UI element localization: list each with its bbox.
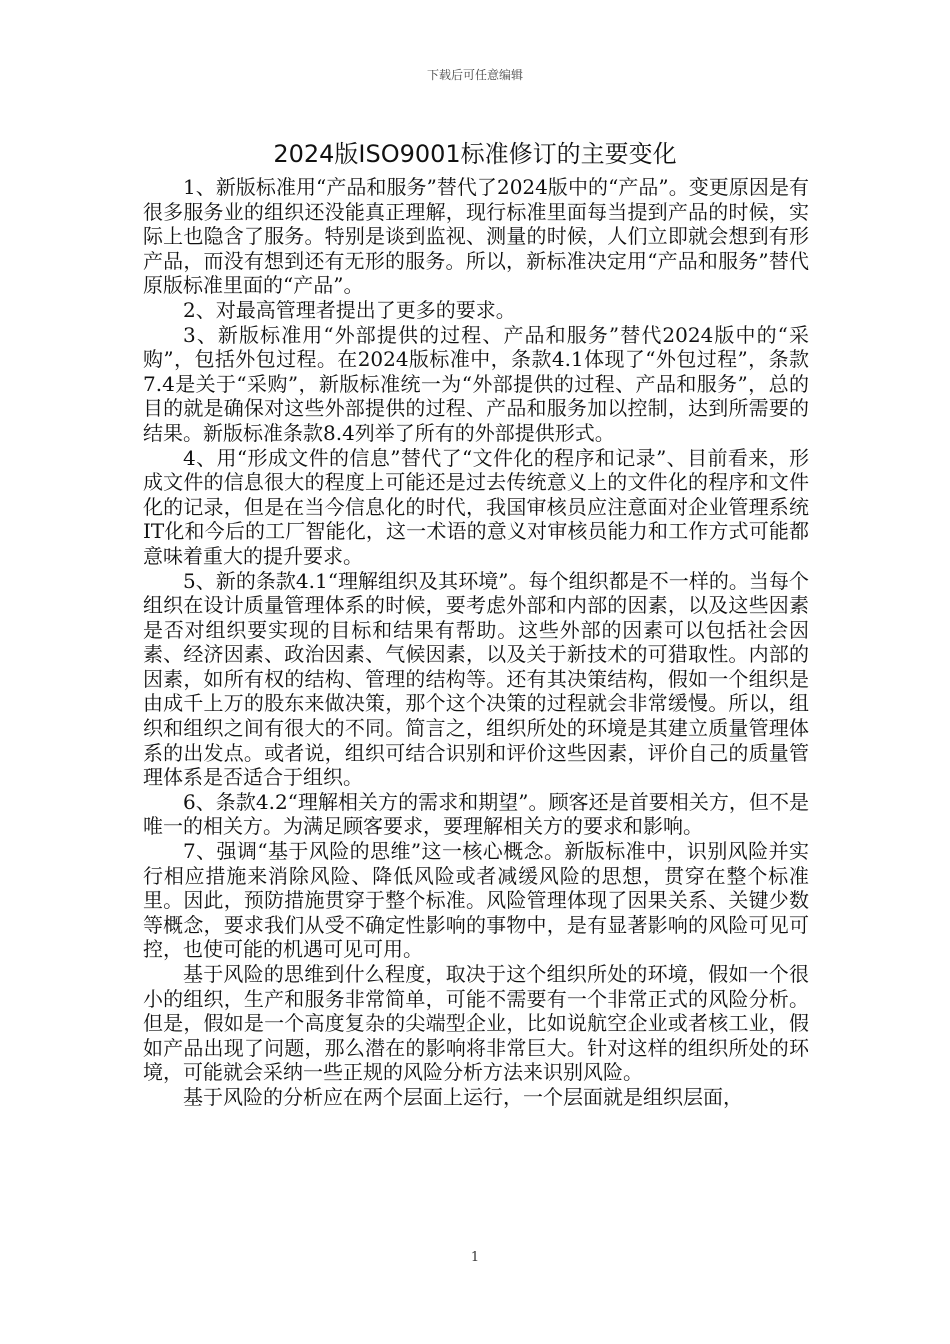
paragraph-8: 基于风险的思维到什么程度，取决于这个组织所处的环境，假如一个很小的组织，生产和服务非常简单，可能不需要有一个非常正式的风险分析。但是，假如是一个高度复杂的尖端型企业，比如说航空企业或者核工业，假如产品出现了问题，那么潜在的影响将非常巨大。针对这样的组织所处的环境，可能就会采纳一些正规的风险分析方法来识别风险。 (143, 962, 809, 1085)
document-title: 2024版ISO9001标准修订的主要变化 (273, 140, 677, 168)
paragraph-7: 7、强调“基于风险的思维”这一核心概念。新版标准中，识别风险并实行相应措施来消除风险、降低风险或者减缓风险的思想，贯穿在整个标准里。因此，预防措施贯穿于整个标准。风险管理体现了因果关系、关键少数等概念，要求我们从受不确定性影响的事物中，是有显著影响的风险可见可控，也使可能的机遇可见可用。 (143, 839, 809, 962)
paragraph-4: 4、用“形成文件的信息”替代了“文件化的程序和记录”、目前看来，形成文件的信息很大的程度上可能还是过去传统意义上的文件化的程序和文件化的记录，但是在当今信息化的时代，我国审核员应注意面对企业管理系统IT化和今后的工厂智能化，这一术语的意义对审核员能力和工作方式可能都意味着重大的提升要求。 (143, 445, 809, 568)
paragraph-2: 2、对最高管理者提出了更多的要求。 (183, 297, 516, 322)
page-header-note: 下载后可任意编辑 (426, 68, 523, 82)
paragraph-3: 3、新版标准用“外部提供的过程、产品和服务”替代2024版中的“采购”，包括外包过程。在2024版标准中，条款4.1体现了“外包过程”，条款7.4是关于“采购”，新版标准统一为“外部提供的过程、产品和服务”，总的目的就是确保对这些外部提供的过程、产品和服务加以控制，达到所需要的结果。新版标准条款8.4列举了所有的外部提供形式。 (143, 322, 809, 445)
paragraph-6: 6、条款4.2“理解相关方的需求和期望”。顾客还是首要相关方，但不是唯一的相关方。为满足顾客要求，要理解相关方的要求和影响。 (143, 789, 809, 839)
paragraph-1: 1、新版标准用“产品和服务”替代了2024版中的“产品”。变更原因是有很多服务业的组织还没能真正理解，现行标准里面每当提到产品的时候，实际上也隐含了服务。特别是谈到监视、测量的时候，人们立即就会想到有形产品，而没有想到还有无形的服务。所以，新标准决定用“产品和服务”替代原版标准里面的“产品”。 (143, 175, 809, 298)
paragraph-9: 基于风险的分析应在两个层面上运行，一个层面就是组织层面， (183, 1084, 743, 1109)
document-body (143, 175, 809, 1110)
page-number: 1 (470, 1250, 480, 1265)
paragraph-5: 5、新的条款4.1“理解组织及其环境”。每个组织都是不一样的。当每个组织在设计质量管理体系的时候，要考虑外部和内部的因素，以及这些因素是否对组织要实现的目标和结果有帮助。这些外部的因素可以包括社会因素、经济因素、政治因素、气候因素，以及关于新技术的可猎取性。内部的因素，如所有权的结构、管理的结构等。还有其决策结构，假如一个组织是由成千上万的股东来做决策，那个这个决策的过程就会非常缓慢。所以，组织和组织之间有很大的不同。简言之，组织所处的环境是其建立质量管理体系的出发点。或者说，组织可结合识别和评价这些因素，评价自己的质量管理体系是否适合于组织。 (143, 568, 809, 790)
